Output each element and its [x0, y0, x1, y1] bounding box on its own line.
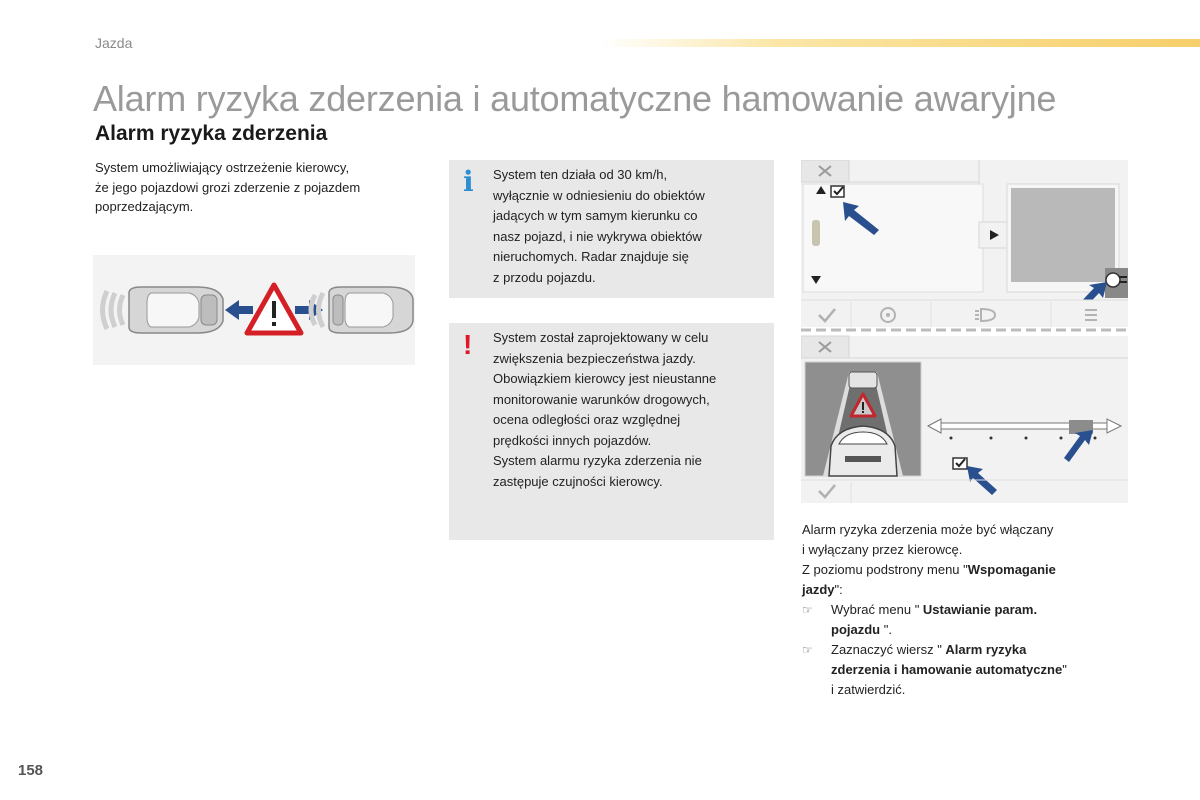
info-note-line: z przodu pojazdu. [493, 269, 596, 285]
step-2-option: zderzenia i hamowanie automatyczne [831, 662, 1063, 677]
instructions-menu-line [802, 580, 1122, 600]
page-number: 158 [18, 762, 44, 779]
step-1-line [831, 600, 1122, 620]
instructions-line: i wyłączany przez kierowcę. [802, 542, 963, 557]
menu-name: Wspomaganie [967, 562, 1056, 577]
radar-waves-left [103, 291, 124, 329]
checkbox-icon [953, 458, 967, 469]
intro-line: poprzedzającym. [95, 199, 194, 214]
instructions-menu-line [802, 560, 1122, 580]
intro-line: że jego pojazdowi grozi zderzenie z pojazdem [95, 179, 361, 195]
intro-line: System umożliwiający ostrzeżenie kierowcy, [95, 160, 350, 175]
collision-illustration [93, 255, 415, 365]
car-front-icon [829, 426, 897, 476]
warning-note-text [493, 328, 761, 492]
info-note-line: jadących w tym samym kierunku co [493, 208, 698, 223]
warning-note [449, 323, 774, 540]
warning-note-line: zastępuje czujności kierowcy. [493, 473, 663, 489]
info-note-line: nieruchomych. Radar znajduje się [493, 249, 689, 264]
menu-prefix: Z poziomu podstrony menu " [802, 562, 968, 577]
section-subtitle: Alarm ryzyka zderzenia [95, 122, 328, 145]
warning-note-line: ocena odległości oraz względnej [493, 412, 681, 427]
step-2-prefix: Zaznaczyć wiersz " [831, 642, 946, 657]
warning-note-line: Obowiązkiem kierowcy jest nieustanne [493, 371, 717, 386]
menu-name: jazdy [802, 582, 835, 597]
collision-illustration-svg [93, 255, 415, 365]
step-2-line [831, 660, 1122, 680]
header-decoration-bar [600, 39, 1200, 47]
touchscreen-illustration [801, 160, 1128, 503]
pointer-hand-icon: ☞ [802, 643, 813, 657]
info-note-text [493, 165, 761, 288]
warning-note-line: prędkości innych pojazdów. [493, 432, 652, 448]
pointer-hand-icon: ☞ [802, 603, 813, 617]
warning-note-line: System alarmu ryzyka zderzenia nie [493, 453, 702, 468]
menu-suffix: ": [834, 582, 843, 597]
info-note-line: wyłącznie w odniesieniu do obiektów [493, 187, 705, 203]
section-label: Jazda [95, 35, 133, 51]
step-1-suffix: ". [880, 622, 892, 637]
touchscreen-svg [801, 160, 1128, 503]
step-2-line [831, 640, 1122, 660]
settings-icon [1105, 268, 1128, 298]
intro-text [95, 158, 425, 217]
info-icon: i [463, 165, 474, 198]
step-1-line [831, 620, 1122, 640]
warning-icon: ! [463, 329, 473, 360]
info-note-line: System ten działa od 30 km/h, [493, 167, 668, 182]
warning-note-line: System został zaprojektowany w celu [493, 330, 709, 345]
step-1-menu: Ustawianie param. [922, 602, 1038, 617]
warning-note-line: zwiększenia bezpieczeństwa jazdy. [493, 350, 696, 366]
instructions-line: Alarm ryzyka zderzenia może być włączany [802, 522, 1054, 537]
step-2 [802, 640, 1122, 700]
car-front-icon [329, 287, 413, 333]
info-note-line: nasz pojazd, i nie wykrywa obiektów [493, 228, 702, 244]
step-2-suffix: " [1062, 662, 1067, 677]
warning-note-line: monitorowanie warunków drogowych, [493, 391, 710, 407]
instructions-text [802, 520, 1122, 700]
step-1 [802, 600, 1122, 640]
arrow-left-icon [225, 300, 253, 320]
warning-triangle-icon [247, 285, 301, 333]
step-1-menu: pojazdu [831, 622, 881, 637]
step-2-line: i zatwierdzić. [831, 682, 906, 697]
car-rear-icon [129, 287, 223, 333]
step-1-prefix: Wybrać menu " [831, 602, 923, 617]
checkbox-icon [831, 186, 844, 197]
step-2-option: Alarm ryzyka [945, 642, 1027, 657]
info-note [449, 160, 774, 298]
page-title: Alarm ryzyka zderzenia i automatyczne hamowanie awaryjne [93, 78, 1057, 119]
